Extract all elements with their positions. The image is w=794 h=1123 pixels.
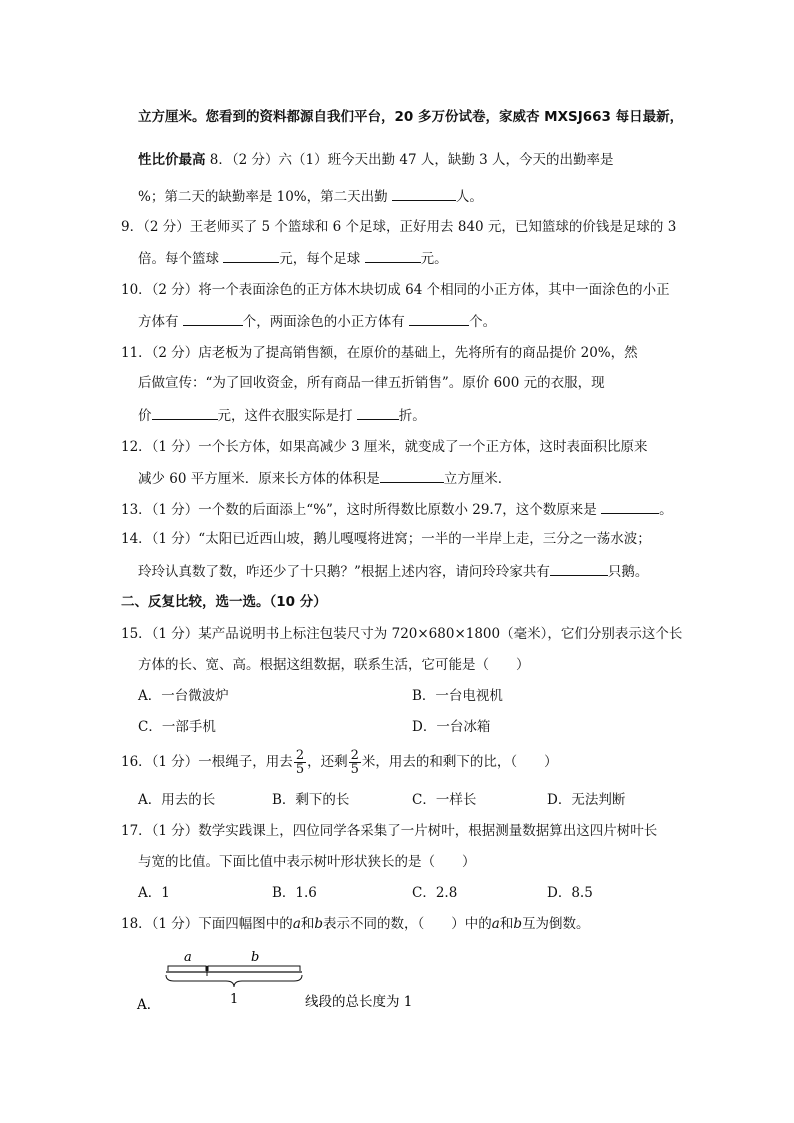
variable-b: b bbox=[513, 916, 522, 932]
option-b[interactable]: B．一台电视机 bbox=[412, 688, 503, 704]
question-12-line-1 bbox=[121, 438, 647, 456]
question-18-text-a: 18．（1 分）下面四幅图中的 bbox=[121, 916, 293, 932]
option-a[interactable]: A．一台微波炉 bbox=[138, 688, 229, 704]
bottom-brace bbox=[166, 975, 302, 987]
brace-a bbox=[168, 966, 206, 971]
question-9-line-2 bbox=[138, 248, 448, 268]
option-d[interactable]: D．一台冰箱 bbox=[412, 719, 491, 735]
diagram-label-a: a bbox=[184, 950, 192, 965]
question-16-text-a: 16．（1 分）一根绳子，用去 bbox=[121, 754, 293, 770]
option-b[interactable]: B．1.6 bbox=[272, 885, 317, 901]
fraction-numerator: 2 bbox=[295, 748, 305, 763]
variable-a: a bbox=[491, 916, 500, 932]
diagram-caption: 线段的总长度为 1 bbox=[305, 994, 413, 1010]
diagram-label-total: 1 bbox=[230, 992, 239, 1007]
option-d[interactable]: D．无法判断 bbox=[547, 792, 626, 808]
fraction bbox=[349, 749, 361, 776]
header-line-1 bbox=[138, 108, 683, 126]
question-16-line-1 bbox=[121, 747, 558, 777]
question-8-line-2 bbox=[138, 186, 483, 206]
answer-blank[interactable] bbox=[380, 468, 444, 483]
question-11-text-c: 折。 bbox=[398, 408, 426, 424]
question-16-text-c: 米，用去的和剩下的比，（ ） bbox=[361, 754, 558, 770]
question-13-text-b: 。 bbox=[659, 502, 673, 518]
question-14-text: 14．（1 分）“太阳已近西山坡，鹅儿嘎嘎将进窝；一半的一半岸上走，三分之一荡水波； bbox=[121, 531, 651, 547]
question-14-line-2 bbox=[138, 561, 648, 581]
question-8-text-a: %；第二天的缺勤率是 10%，第二天出勤 bbox=[138, 189, 392, 205]
question-13-line-1 bbox=[121, 499, 673, 519]
question-18-text-c: 表示不同的数，（ ）中的 bbox=[323, 916, 492, 932]
question-8-text: 8．（2 分）六（1）班今天出勤 47 人，缺勤 3 人，今天的出勤率是 bbox=[205, 152, 614, 168]
question-18-text-d: 和 bbox=[499, 916, 514, 932]
question-10-line-1 bbox=[121, 281, 670, 299]
question-17-line-2 bbox=[138, 853, 476, 871]
variable-b: b bbox=[314, 916, 324, 932]
section-title-text: 二、反复比较，选一选。（10 分） bbox=[121, 594, 327, 610]
question-11-text-2: 后做宣传：“为了回收资金，所有商品一律五折销售”。原价 600 元的衣服，现 bbox=[138, 375, 605, 391]
option-c[interactable]: C．2.8 bbox=[412, 885, 458, 901]
variable-a: a bbox=[292, 916, 301, 932]
option-b[interactable]: B．剩下的长 bbox=[272, 792, 350, 808]
question-11-text-b: 元，这件衣服实际是打 bbox=[217, 408, 357, 424]
question-12-line-2 bbox=[138, 468, 511, 488]
question-11-line-2 bbox=[138, 374, 605, 392]
question-18-text-b: 和 bbox=[300, 916, 315, 932]
question-10-text-a: 方体有 bbox=[138, 314, 183, 330]
question-10-text-c: 个。 bbox=[469, 314, 497, 330]
question-11-text-a: 价 bbox=[138, 408, 152, 424]
question-8-line-1 bbox=[138, 151, 614, 169]
question-14-text-b: 只鹅。 bbox=[607, 564, 649, 580]
question-9-line-1 bbox=[121, 218, 676, 236]
question-15-text: 15．（1 分）某产品说明书上标注包装尺寸为 720×680×1800（毫米），它们分别表示这个长 bbox=[121, 626, 683, 642]
question-12-text-b: 立方厘米． bbox=[443, 471, 512, 487]
question-16-text-b: ，还剩 bbox=[307, 754, 348, 770]
diagram-option-label: A． bbox=[137, 997, 161, 1013]
header-promo-text: 性比价最高 bbox=[138, 152, 206, 168]
question-15-line-1 bbox=[121, 625, 682, 643]
option-d[interactable]: D．8.5 bbox=[547, 885, 593, 901]
diagram-label-b: b bbox=[251, 950, 260, 965]
answer-blank[interactable] bbox=[392, 186, 456, 201]
option-a[interactable]: A．用去的长 bbox=[138, 792, 216, 808]
question-11-text: 11．（2 分）店老板为了提高销售额，在原价的基础上，先将所有的商品提价 20%，然 bbox=[121, 345, 638, 361]
option-c[interactable]: C．一部手机 bbox=[138, 719, 216, 735]
question-14-text-a: 玲玲认真数了数，咋还少了十只鹅？”根据上述内容，请问玲玲家共有 bbox=[138, 564, 550, 580]
answer-blank[interactable] bbox=[357, 405, 399, 420]
question-18-text-e: 互为倒数。 bbox=[522, 916, 590, 932]
fraction bbox=[294, 749, 306, 776]
header-line-1-text: 立方厘米。您看到的资料都源自我们平台，20 多万份试卷，家威杏 MXSJ663 每日最新， bbox=[138, 109, 684, 125]
question-10-text: 10．（2 分）将一个表面涂色的正方体木块切成 64 个相同的小正方体，其中一面涂色的小正 bbox=[121, 282, 670, 298]
answer-blank[interactable] bbox=[409, 311, 469, 326]
question-9-text-a: 倍。每个篮球 bbox=[138, 251, 224, 267]
question-14-line-1 bbox=[121, 530, 651, 548]
question-11-line-3 bbox=[138, 405, 426, 425]
question-9-text-c: 元。 bbox=[420, 251, 448, 267]
question-18-line-1 bbox=[121, 915, 590, 933]
brace-b bbox=[208, 966, 300, 971]
question-10-text-b: 个，两面涂色的小正方体有 bbox=[242, 314, 410, 330]
answer-blank[interactable] bbox=[183, 311, 243, 326]
question-13-text: 13．（1 分）一个数的后面添上“%”，这时所得数比原数小 29.7，这个数原来是 bbox=[121, 502, 602, 518]
question-17-text-2: 与宽的比值。下面比值中表示树叶形状狭长的是（ ） bbox=[138, 854, 476, 870]
question-8-text-b: 人。 bbox=[455, 189, 483, 205]
question-9-text-b: 元，每个足球 bbox=[279, 251, 365, 267]
question-15-text-2: 方体的长、宽、高。根据这组数据，联系生活，它可能是（ ） bbox=[138, 657, 530, 673]
answer-blank[interactable] bbox=[152, 405, 218, 420]
question-17-line-1 bbox=[121, 822, 657, 840]
question-12-text: 12．（1 分）一个长方体，如果高减少 3 厘米，就变成了一个正方体，这时表面积比原来 bbox=[121, 439, 648, 455]
segment-diagram bbox=[130, 945, 430, 1020]
option-c[interactable]: C．一样长 bbox=[412, 792, 477, 808]
question-15-line-2 bbox=[138, 656, 530, 674]
option-a[interactable]: A．1 bbox=[138, 885, 170, 901]
question-10-line-2 bbox=[138, 311, 496, 331]
fraction-numerator: 2 bbox=[350, 748, 359, 763]
question-11-line-1 bbox=[121, 344, 638, 362]
answer-blank[interactable] bbox=[365, 248, 421, 263]
question-12-text-a: 减少 60 平方厘米．原来长方体的体积是 bbox=[138, 471, 380, 487]
question-9-text: 9．（2 分）王老师买了 5 个篮球和 6 个足球，正好用去 840 元，已知篮球的价钱是足球的 3 bbox=[121, 219, 677, 235]
fraction-denominator: 5 bbox=[295, 762, 305, 777]
answer-blank[interactable] bbox=[550, 561, 608, 576]
answer-blank[interactable] bbox=[601, 499, 659, 514]
question-17-text: 17．（1 分）数学实践课上，四位同学各采集了一片树叶，根据测量数据算出这四片树叶长 bbox=[121, 823, 658, 839]
answer-blank[interactable] bbox=[223, 248, 279, 263]
fraction-denominator: 5 bbox=[350, 762, 359, 777]
section-title bbox=[121, 593, 327, 611]
